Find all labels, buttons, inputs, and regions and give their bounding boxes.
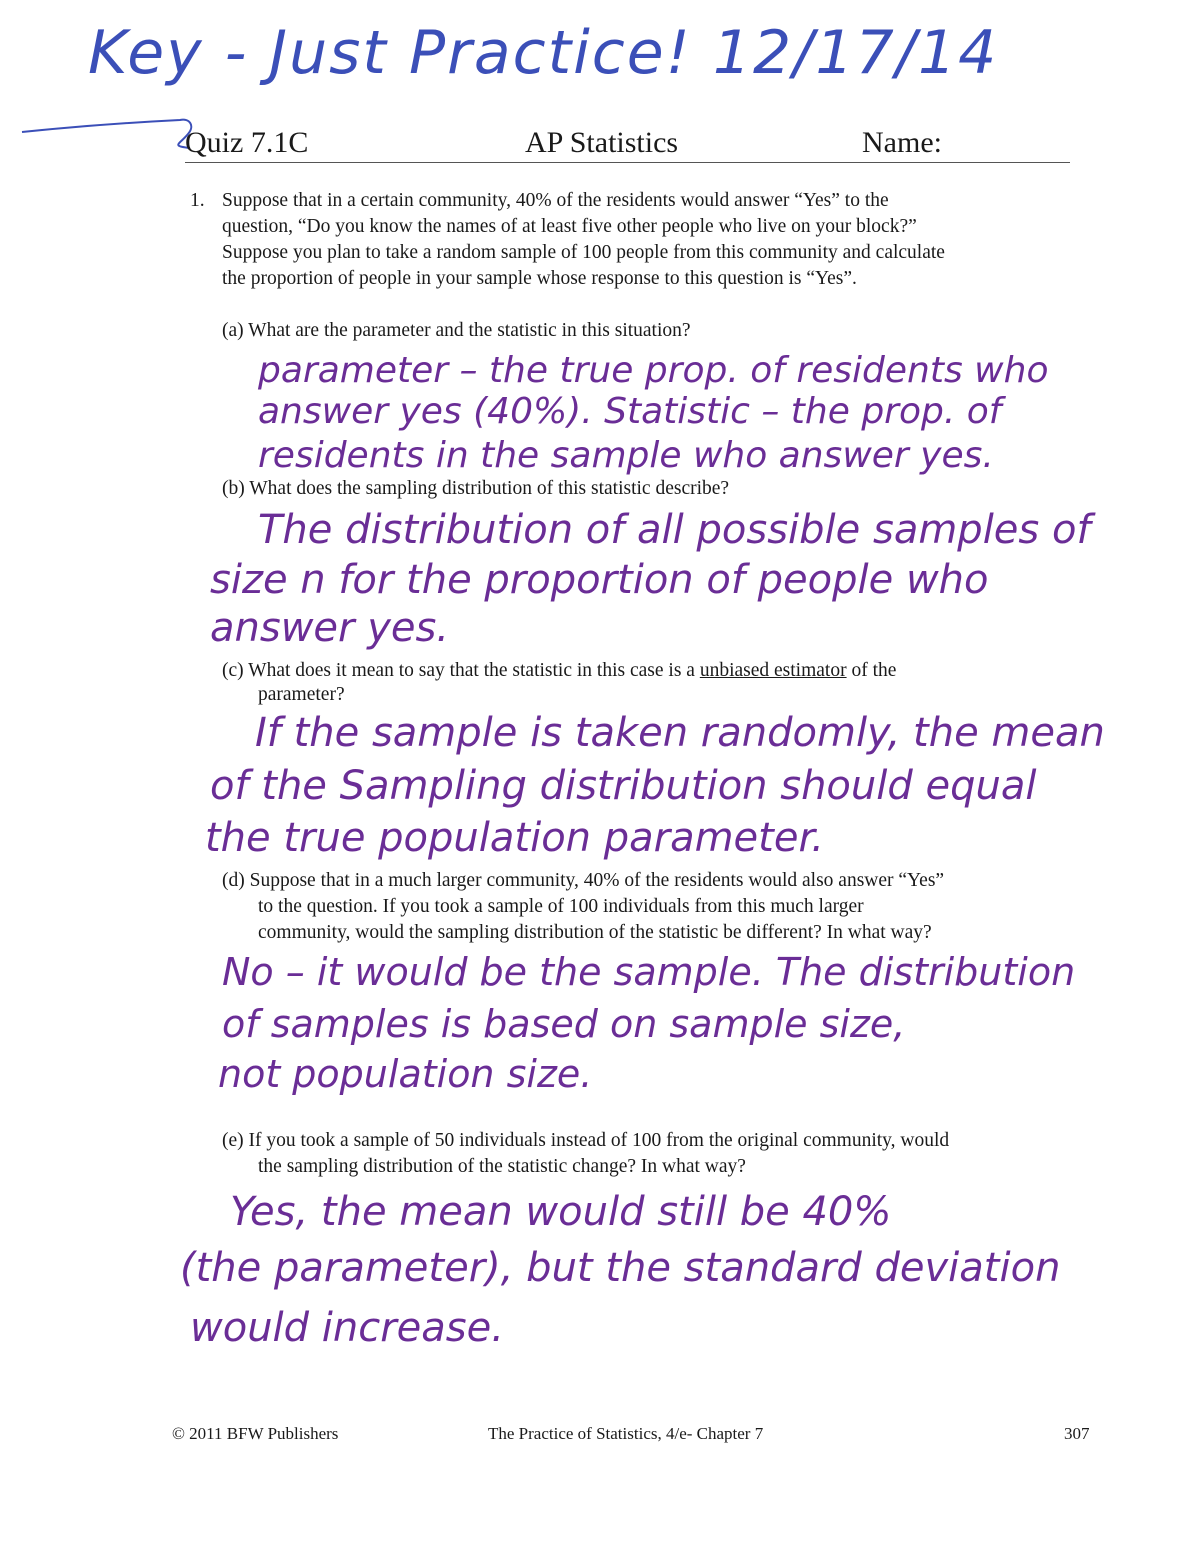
question-line: the proportion of people in your sample whose response to this question is “Yes”.: [222, 268, 857, 289]
part-c-answer-line: the true population parameter.: [205, 815, 824, 861]
footer-page-number: 307: [1064, 1424, 1090, 1443]
part-d-prompt-line: community, would the sampling distribution of the statistic be different? In what way?: [258, 922, 932, 943]
part-b-answer-line: The distribution of all possible samples of: [258, 507, 1091, 553]
unbiased-estimator-term: unbiased estimator: [699, 660, 847, 681]
question-line: Suppose that in a certain community, 40% of the residents would answer “Yes” to the: [222, 190, 889, 211]
handwritten-header-note: Key - Just Practice! 12/17/14: [88, 18, 999, 88]
part-d-answer-line: not population size.: [218, 1052, 593, 1096]
part-c-prompt-line2: parameter?: [258, 684, 345, 705]
part-b-prompt: (b) What does the sampling distribution of this statistic describe?: [222, 478, 730, 499]
part-e-prompt-line: the sampling distribution of the statistic change? In what way?: [258, 1156, 746, 1177]
part-a-answer-line: residents in the sample who answer yes.: [258, 435, 994, 476]
quiz-title: Quiz 7.1C: [185, 126, 309, 159]
footer-copyright: © 2011 BFW Publishers: [172, 1424, 339, 1443]
question-line: Suppose you plan to take a random sample of 100 people from this community and calculate: [222, 242, 945, 263]
footer-book: The Practice of Statistics, 4/e- Chapter 7: [488, 1424, 764, 1443]
part-e-answer-line: Yes, the mean would still be 40%: [230, 1189, 892, 1235]
part-a-prompt: (a) What are the parameter and the statistic in this situation?: [222, 320, 691, 341]
part-e-prompt-line: (e) If you took a sample of 50 individuals instead of 100 from the original community, would: [222, 1130, 950, 1151]
part-c-answer-line: of the Sampling distribution should equal: [210, 763, 1037, 809]
part-d-answer-line: No – it would be the sample. The distribution: [222, 950, 1076, 994]
part-c-prompt: [222, 658, 896, 684]
part-e-answer-line: (the parameter), but the standard deviation: [180, 1245, 1061, 1291]
part-b-answer-line: size n for the proportion of people who: [210, 557, 989, 603]
key-underline-stroke: [20, 112, 210, 152]
header-rule: [185, 162, 1070, 163]
part-c-answer-line: If the sample is taken randomly, the mean: [255, 710, 1105, 756]
name-label: Name:: [862, 126, 942, 159]
question-line: question, “Do you know the names of at least five other people who live on your block?”: [222, 216, 917, 237]
part-c-prompt-post: of the: [846, 660, 897, 681]
part-a-answer-line: answer yes (40%). Statistic – the prop. of: [258, 391, 1002, 432]
part-b-answer-line: answer yes.: [210, 605, 450, 651]
part-d-prompt-line: (d) Suppose that in a much larger community, 40% of the residents would also answer “Yes”: [222, 870, 945, 891]
part-d-answer-line: of samples is based on sample size,: [222, 1002, 906, 1046]
course-title: AP Statistics: [525, 126, 679, 159]
part-a-answer-line: parameter – the true prop. of residents who: [258, 350, 1049, 391]
part-e-answer-line: would increase.: [190, 1305, 504, 1351]
question-number: 1.: [190, 190, 205, 211]
part-c-prompt-pre: (c) What does it mean to say that the statistic in this case is a: [222, 660, 700, 681]
part-d-prompt-line: to the question. If you took a sample of 100 individuals from this much larger: [258, 896, 864, 917]
